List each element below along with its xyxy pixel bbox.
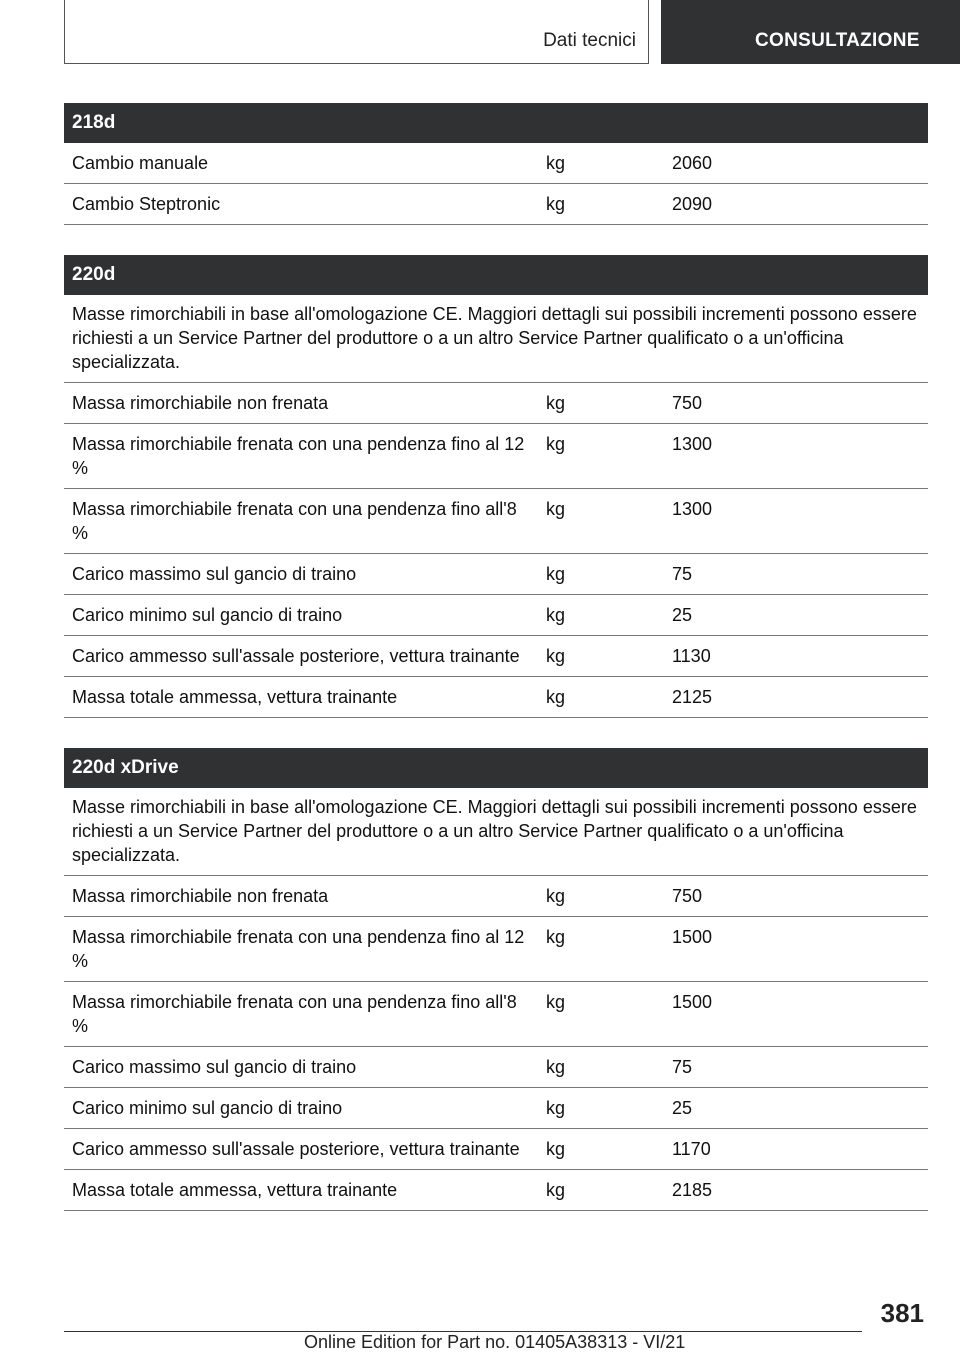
row-unit: kg <box>546 927 566 947</box>
table-row <box>64 424 928 489</box>
row-unit: kg <box>546 1139 566 1159</box>
row-label: Massa rimorchiabile non frenata <box>72 393 329 413</box>
row-value: 1130 <box>672 646 711 666</box>
row-label: Massa rimorchiabile frenata con una pendenza fino al 12 % <box>72 434 525 478</box>
row-value: 1500 <box>672 992 713 1012</box>
row-unit: kg <box>546 646 566 666</box>
block-note: Masse rimorchiabili in base all'omologazione CE. Maggiori dettagli sui possibili incrementi possono essere richiesti a un Service Partner del produttore o a un altro Service Partner qualificato o a un'officina specializzata. <box>64 788 928 876</box>
row-label: Massa totale ammessa, vettura trainante <box>72 687 398 707</box>
block-title: 220d xDrive <box>64 748 928 788</box>
table-row <box>64 1129 928 1170</box>
row-unit: kg <box>546 499 566 519</box>
row-label: Massa rimorchiabile non frenata <box>72 886 329 906</box>
row-unit: kg <box>546 605 566 625</box>
row-value: 750 <box>672 886 703 906</box>
row-value: 1500 <box>672 927 713 947</box>
row-unit: kg <box>546 434 566 454</box>
table-row <box>64 1047 928 1088</box>
row-label: Carico minimo sul gancio di traino <box>72 1098 343 1118</box>
table-row <box>64 1088 928 1129</box>
row-value: 2185 <box>672 1180 713 1200</box>
spec-block-220d <box>64 255 928 718</box>
header-section-box <box>64 0 649 64</box>
table-row <box>64 982 928 1047</box>
row-label: Massa totale ammessa, vettura trainante <box>72 1180 398 1200</box>
row-unit: kg <box>546 194 566 214</box>
row-value: 2125 <box>672 687 713 707</box>
table-row <box>64 184 928 225</box>
row-value: 75 <box>672 1057 693 1077</box>
row-label: Carico massimo sul gancio di traino <box>72 1057 357 1077</box>
row-unit: kg <box>546 1098 566 1118</box>
header-chapter-title: CONSULTAZIONE <box>755 30 920 51</box>
header-chapter-box <box>661 0 960 64</box>
row-label: Massa rimorchiabile frenata con una pendenza fino all'8 % <box>72 992 517 1036</box>
row-unit: kg <box>546 886 566 906</box>
block-title: 220d <box>64 255 928 295</box>
spec-content <box>64 103 928 1241</box>
row-unit: kg <box>546 992 566 1012</box>
row-value: 75 <box>672 564 693 584</box>
row-unit: kg <box>546 153 566 173</box>
table-row <box>64 876 928 917</box>
row-value: 2060 <box>672 153 713 173</box>
row-unit: kg <box>546 1180 566 1200</box>
table-row <box>64 383 928 424</box>
table-row <box>64 917 928 982</box>
table-row <box>64 636 928 677</box>
table-row <box>64 489 928 554</box>
row-unit: kg <box>546 393 566 413</box>
spec-block-220d-xdrive <box>64 748 928 1211</box>
row-value: 1300 <box>672 499 713 519</box>
row-value: 25 <box>672 605 693 625</box>
block-note: Masse rimorchiabili in base all'omologazione CE. Maggiori dettagli sui possibili incrementi possono essere richiesti a un Service Partner del produttore o a un altro Service Partner qualificato o a un'officina specializzata. <box>64 295 928 383</box>
footer-edition-text: Online Edition for Part no. 01405A38313 - VI/21 <box>304 1332 686 1352</box>
row-label: Carico minimo sul gancio di traino <box>72 605 343 625</box>
row-unit: kg <box>546 1057 566 1077</box>
row-label: Cambio Steptronic <box>72 194 221 214</box>
block-title: 218d <box>64 103 928 143</box>
table-row <box>64 677 928 718</box>
row-value: 2090 <box>672 194 713 214</box>
row-value: 750 <box>672 393 703 413</box>
row-value: 25 <box>672 1098 693 1118</box>
table-row <box>64 554 928 595</box>
row-label: Cambio manuale <box>72 153 209 173</box>
spec-block-218d <box>64 103 928 225</box>
row-label: Carico ammesso sull'assale posteriore, vettura trainante <box>72 646 520 666</box>
table-row <box>64 143 928 184</box>
row-value: 1300 <box>672 434 713 454</box>
row-value: 1170 <box>672 1139 711 1159</box>
row-label: Massa rimorchiabile frenata con una pendenza fino all'8 % <box>72 499 517 543</box>
header-section-title: Dati tecnici <box>543 30 636 51</box>
table-row <box>64 595 928 636</box>
table-row <box>64 1170 928 1211</box>
row-unit: kg <box>546 687 566 707</box>
row-label: Massa rimorchiabile frenata con una pendenza fino al 12 % <box>72 927 525 971</box>
row-label: Carico massimo sul gancio di traino <box>72 564 357 584</box>
page-number: 381 <box>880 1298 924 1328</box>
row-label: Carico ammesso sull'assale posteriore, vettura trainante <box>72 1139 520 1159</box>
row-unit: kg <box>546 564 566 584</box>
